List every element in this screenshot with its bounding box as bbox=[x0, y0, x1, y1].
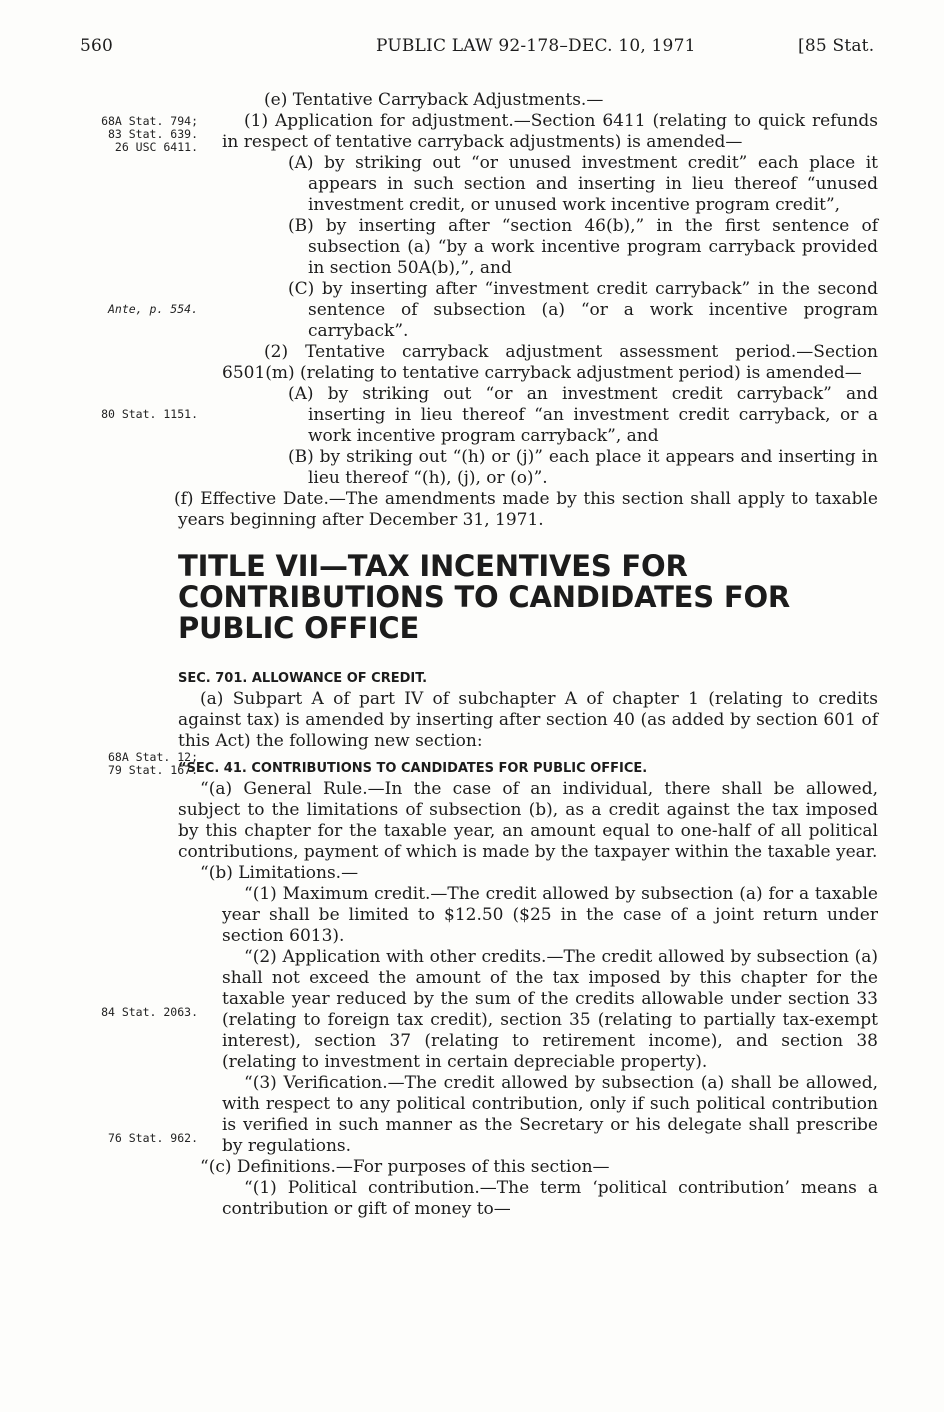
margin-note: 68A Stat. 12; bbox=[107, 750, 198, 764]
margin-note: 76 Stat. 962. bbox=[107, 1131, 198, 1145]
margin-note: 26 USC 6411. bbox=[114, 140, 198, 154]
running-head: PUBLIC LAW 92-178–DEC. 10, 1971 bbox=[376, 36, 696, 56]
margin-note: 83 Stat. 639. bbox=[107, 127, 198, 141]
paragraph: “(b) Limitations.— bbox=[200, 863, 359, 883]
page-number: 560 bbox=[80, 36, 114, 56]
margin-note: Ante, p. 554. bbox=[107, 302, 198, 316]
clause: (B) by striking out “(h) or (j)” each place it appears and inserting in lieu thereof “(h), (j), or (o)”. bbox=[288, 447, 878, 488]
paragraph: (a) Subpart A of part IV of subchapter A of chapter 1 (relating to credits against tax) is amended by inserting after section 40 (as added by section 601 of this Act) the following new section: bbox=[178, 689, 878, 751]
subsection: (f) Effective Date.—The amendments made by this section shall apply to taxable years beginning after December 31, 1971. bbox=[174, 489, 878, 530]
paragraph: “(a) General Rule.—In the case of an individual, there shall be allowed, subject to the limitations of subsection (b), as a credit against the tax imposed by this chapter for the taxable year, an amount equal to one-half of all political contributions, payment of which is made by the taxpayer within the taxable year. bbox=[178, 779, 878, 862]
paragraph: (1) Application for adjustment.—Section 6411 (relating to quick refunds in respect of tentative carryback adjustments) is amended— bbox=[222, 111, 878, 152]
paragraph: “(c) Definitions.—For purposes of this section— bbox=[200, 1157, 610, 1177]
margin-note: 68A Stat. 794; bbox=[101, 114, 198, 128]
paragraph: “(2) Application with other credits.—The credit allowed by subsection (a) shall not exceed the amount of the tax imposed by this chapter for the taxable year reduced by the sum of the credits allowable under section 33 (relating to foreign tax credit), section 35 (relating to partially tax-exempt interest), section 37 (relating to retirement income), and section 38 (relating to investment in certain depreciable property). bbox=[222, 947, 878, 1072]
clause: (C) by inserting after “investment credit carryback” in the second sentence of subsection (a) “or a work incentive program carryback”. bbox=[288, 279, 878, 341]
clause: (B) by inserting after “section 46(b),” in the first sentence of subsection (a) “by a work incentive program carryback provided in section 50A(b),”, and bbox=[288, 216, 878, 278]
clause: (A) by striking out “or an investment credit carryback” and inserting in lieu thereof “an investment credit carryback, or a work incentive program carryback”, and bbox=[288, 384, 878, 446]
clause: (A) by striking out “or unused investment credit” each place it appears in such section and inserting in lieu thereof “unused investment credit, or unused work incentive program credit”, bbox=[288, 153, 878, 215]
section-heading: “SEC. 41. CONTRIBUTIONS TO CANDIDATES FOR PUBLIC OFFICE. bbox=[178, 761, 648, 776]
margin-note: 84 Stat. 2063. bbox=[101, 1005, 198, 1019]
section-heading: SEC. 701. ALLOWANCE OF CREDIT. bbox=[178, 671, 428, 686]
document-body bbox=[174, 90, 878, 1220]
paragraph: “(3) Verification.—The credit allowed by subsection (a) shall be allowed, with respect to any political contribution, only if such political contribution is verified in such manner as the Secretary or his delegate shall prescribe by regulations. bbox=[222, 1073, 878, 1156]
margin-note: 79 Stat. 167. bbox=[107, 763, 198, 777]
paragraph: “(1) Maximum credit.—The credit allowed by subsection (a) for a taxable year shall be limited to $12.50 ($25 in the case of a joint return under section 6013). bbox=[222, 884, 878, 946]
paragraph: (2) Tentative carryback adjustment assessment period.—Section 6501(m) (relating to tentative carryback adjustment period) is amended— bbox=[222, 342, 878, 383]
paragraph: “(1) Political contribution.—The term ‘political contribution’ means a contribution or gift of money to— bbox=[222, 1178, 878, 1219]
margin-note: 80 Stat. 1151. bbox=[101, 407, 198, 421]
subsection-heading: (e) Tentative Carryback Adjustments.— bbox=[264, 90, 604, 110]
statute-volume: [85 Stat. bbox=[798, 36, 875, 56]
title-heading: TITLE VII—TAX INCENTIVES FOR CONTRIBUTIONS TO CANDIDATES FOR PUBLIC OFFICE bbox=[178, 549, 791, 645]
